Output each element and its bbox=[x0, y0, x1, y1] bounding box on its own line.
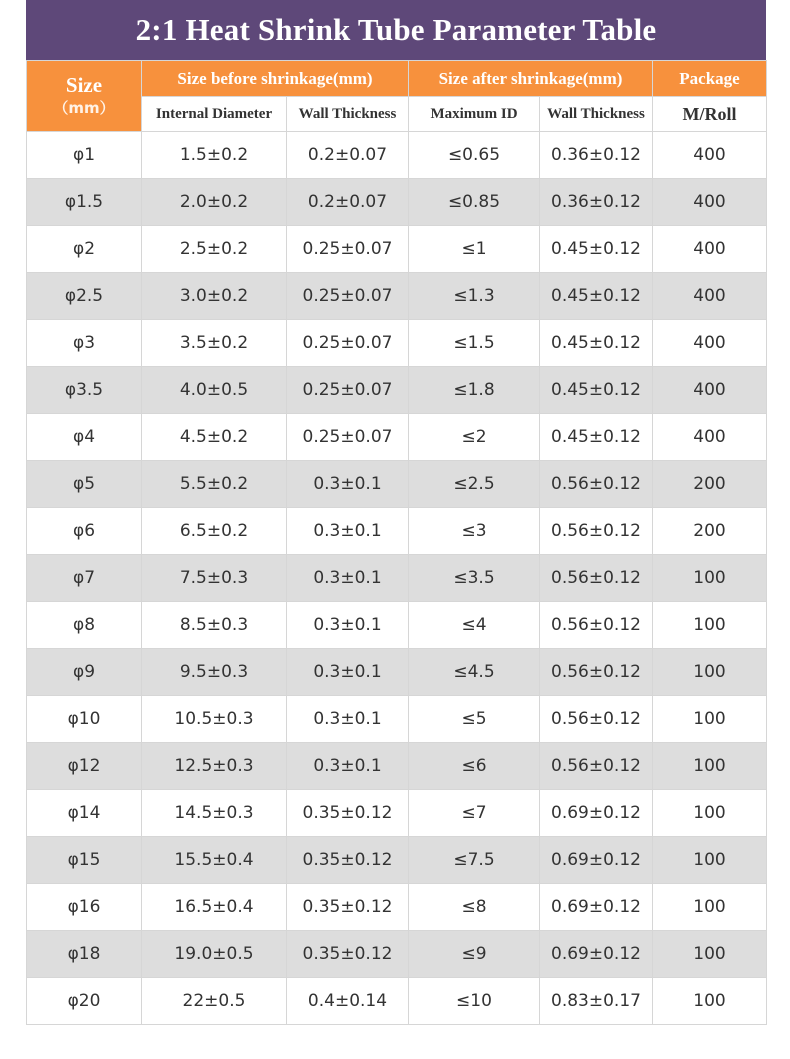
cell-size: φ2 bbox=[27, 226, 142, 273]
cell-size: φ2.5 bbox=[27, 273, 142, 320]
cell-wall-thickness-after: 0.56±0.12 bbox=[540, 602, 653, 649]
cell-maximum-id: ≤1.5 bbox=[409, 320, 540, 367]
cell-wall-thickness-after: 0.69±0.12 bbox=[540, 931, 653, 978]
cell-internal-diameter: 3.5±0.2 bbox=[142, 320, 287, 367]
cell-wall-thickness-before: 0.3±0.1 bbox=[287, 508, 409, 555]
wall-thickness-before-header: Wall Thickness bbox=[287, 97, 409, 132]
table-body bbox=[27, 132, 767, 1025]
cell-maximum-id: ≤4 bbox=[409, 602, 540, 649]
table-row bbox=[27, 790, 767, 837]
cell-internal-diameter: 9.5±0.3 bbox=[142, 649, 287, 696]
before-shrinkage-header: Size before shrinkage(mm) bbox=[142, 61, 409, 97]
maximum-id-header: Maximum ID bbox=[409, 97, 540, 132]
cell-wall-thickness-before: 0.25±0.07 bbox=[287, 367, 409, 414]
cell-maximum-id: ≤9 bbox=[409, 931, 540, 978]
cell-maximum-id: ≤1.3 bbox=[409, 273, 540, 320]
cell-size: φ18 bbox=[27, 931, 142, 978]
cell-wall-thickness-after: 0.45±0.12 bbox=[540, 320, 653, 367]
cell-wall-thickness-before: 0.3±0.1 bbox=[287, 696, 409, 743]
cell-wall-thickness-before: 0.35±0.12 bbox=[287, 837, 409, 884]
table-row bbox=[27, 320, 767, 367]
cell-size: φ1 bbox=[27, 132, 142, 179]
cell-maximum-id: ≤1 bbox=[409, 226, 540, 273]
cell-wall-thickness-before: 0.3±0.1 bbox=[287, 743, 409, 790]
cell-internal-diameter: 2.0±0.2 bbox=[142, 179, 287, 226]
size-header-label: Size bbox=[65, 73, 103, 97]
cell-package: 400 bbox=[653, 414, 767, 461]
cell-wall-thickness-before: 0.35±0.12 bbox=[287, 931, 409, 978]
cell-maximum-id: ≤2 bbox=[409, 414, 540, 461]
size-column-header bbox=[27, 61, 142, 132]
cell-wall-thickness-before: 0.3±0.1 bbox=[287, 602, 409, 649]
table-row bbox=[27, 414, 767, 461]
cell-size: φ7 bbox=[27, 555, 142, 602]
cell-internal-diameter: 6.5±0.2 bbox=[142, 508, 287, 555]
cell-wall-thickness-after: 0.45±0.12 bbox=[540, 273, 653, 320]
cell-internal-diameter: 3.0±0.2 bbox=[142, 273, 287, 320]
cell-maximum-id: ≤6 bbox=[409, 743, 540, 790]
cell-internal-diameter: 12.5±0.3 bbox=[142, 743, 287, 790]
cell-wall-thickness-after: 0.56±0.12 bbox=[540, 696, 653, 743]
cell-package: 200 bbox=[653, 508, 767, 555]
internal-diameter-header: Internal Diameter bbox=[142, 97, 287, 132]
cell-package: 400 bbox=[653, 179, 767, 226]
table-row bbox=[27, 978, 767, 1025]
cell-wall-thickness-after: 0.69±0.12 bbox=[540, 884, 653, 931]
cell-maximum-id: ≤3 bbox=[409, 508, 540, 555]
cell-size: φ15 bbox=[27, 837, 142, 884]
cell-package: 100 bbox=[653, 931, 767, 978]
cell-size: φ12 bbox=[27, 743, 142, 790]
cell-internal-diameter: 22±0.5 bbox=[142, 978, 287, 1025]
cell-size: φ5 bbox=[27, 461, 142, 508]
cell-package: 400 bbox=[653, 226, 767, 273]
table-row bbox=[27, 696, 767, 743]
cell-wall-thickness-before: 0.2±0.07 bbox=[287, 132, 409, 179]
table-row bbox=[27, 837, 767, 884]
cell-size: φ1.5 bbox=[27, 179, 142, 226]
cell-wall-thickness-before: 0.35±0.12 bbox=[287, 884, 409, 931]
cell-size: φ3.5 bbox=[27, 367, 142, 414]
parameter-table bbox=[26, 60, 767, 1025]
cell-wall-thickness-before: 0.4±0.14 bbox=[287, 978, 409, 1025]
cell-size: φ20 bbox=[27, 978, 142, 1025]
table-row bbox=[27, 602, 767, 649]
cell-maximum-id: ≤5 bbox=[409, 696, 540, 743]
cell-maximum-id: ≤7.5 bbox=[409, 837, 540, 884]
cell-wall-thickness-after: 0.45±0.12 bbox=[540, 226, 653, 273]
cell-package: 100 bbox=[653, 602, 767, 649]
cell-wall-thickness-before: 0.25±0.07 bbox=[287, 273, 409, 320]
cell-wall-thickness-before: 0.2±0.07 bbox=[287, 179, 409, 226]
cell-internal-diameter: 1.5±0.2 bbox=[142, 132, 287, 179]
cell-maximum-id: ≤2.5 bbox=[409, 461, 540, 508]
cell-internal-diameter: 8.5±0.3 bbox=[142, 602, 287, 649]
cell-internal-diameter: 10.5±0.3 bbox=[142, 696, 287, 743]
cell-wall-thickness-after: 0.69±0.12 bbox=[540, 837, 653, 884]
cell-size: φ3 bbox=[27, 320, 142, 367]
table-row bbox=[27, 508, 767, 555]
cell-wall-thickness-after: 0.56±0.12 bbox=[540, 508, 653, 555]
cell-internal-diameter: 4.0±0.5 bbox=[142, 367, 287, 414]
cell-wall-thickness-after: 0.56±0.12 bbox=[540, 555, 653, 602]
cell-wall-thickness-before: 0.25±0.07 bbox=[287, 320, 409, 367]
table-row bbox=[27, 649, 767, 696]
cell-package: 100 bbox=[653, 555, 767, 602]
table-row bbox=[27, 555, 767, 602]
cell-package: 100 bbox=[653, 790, 767, 837]
cell-package: 400 bbox=[653, 367, 767, 414]
table-row bbox=[27, 226, 767, 273]
cell-wall-thickness-after: 0.45±0.12 bbox=[540, 414, 653, 461]
cell-maximum-id: ≤0.85 bbox=[409, 179, 540, 226]
cell-wall-thickness-before: 0.3±0.1 bbox=[287, 649, 409, 696]
cell-wall-thickness-before: 0.3±0.1 bbox=[287, 555, 409, 602]
cell-maximum-id: ≤7 bbox=[409, 790, 540, 837]
package-header: Package bbox=[653, 61, 767, 97]
cell-wall-thickness-after: 0.56±0.12 bbox=[540, 743, 653, 790]
cell-internal-diameter: 4.5±0.2 bbox=[142, 414, 287, 461]
cell-size: φ8 bbox=[27, 602, 142, 649]
cell-maximum-id: ≤3.5 bbox=[409, 555, 540, 602]
cell-wall-thickness-before: 0.35±0.12 bbox=[287, 790, 409, 837]
cell-size: φ16 bbox=[27, 884, 142, 931]
cell-internal-diameter: 2.5±0.2 bbox=[142, 226, 287, 273]
cell-wall-thickness-after: 0.83±0.17 bbox=[540, 978, 653, 1025]
cell-wall-thickness-before: 0.3±0.1 bbox=[287, 461, 409, 508]
table-row bbox=[27, 884, 767, 931]
size-header-unit: （mm） bbox=[53, 99, 115, 117]
cell-package: 400 bbox=[653, 273, 767, 320]
table-row bbox=[27, 179, 767, 226]
cell-package: 200 bbox=[653, 461, 767, 508]
cell-size: φ4 bbox=[27, 414, 142, 461]
cell-wall-thickness-after: 0.36±0.12 bbox=[540, 132, 653, 179]
table-row bbox=[27, 132, 767, 179]
cell-package: 100 bbox=[653, 696, 767, 743]
table-row bbox=[27, 461, 767, 508]
cell-internal-diameter: 14.5±0.3 bbox=[142, 790, 287, 837]
table-row bbox=[27, 743, 767, 790]
cell-package: 100 bbox=[653, 978, 767, 1025]
cell-package: 100 bbox=[653, 884, 767, 931]
cell-internal-diameter: 16.5±0.4 bbox=[142, 884, 287, 931]
cell-wall-thickness-before: 0.25±0.07 bbox=[287, 226, 409, 273]
after-shrinkage-header: Size after shrinkage(mm) bbox=[409, 61, 653, 97]
cell-internal-diameter: 5.5±0.2 bbox=[142, 461, 287, 508]
cell-wall-thickness-after: 0.36±0.12 bbox=[540, 179, 653, 226]
cell-package: 100 bbox=[653, 649, 767, 696]
cell-maximum-id: ≤10 bbox=[409, 978, 540, 1025]
table-row bbox=[27, 273, 767, 320]
cell-wall-thickness-after: 0.56±0.12 bbox=[540, 649, 653, 696]
cell-package: 100 bbox=[653, 743, 767, 790]
cell-wall-thickness-before: 0.25±0.07 bbox=[287, 414, 409, 461]
cell-size: φ10 bbox=[27, 696, 142, 743]
cell-size: φ14 bbox=[27, 790, 142, 837]
cell-internal-diameter: 19.0±0.5 bbox=[142, 931, 287, 978]
cell-wall-thickness-after: 0.45±0.12 bbox=[540, 367, 653, 414]
cell-maximum-id: ≤0.65 bbox=[409, 132, 540, 179]
cell-size: φ6 bbox=[27, 508, 142, 555]
cell-wall-thickness-after: 0.69±0.12 bbox=[540, 790, 653, 837]
cell-package: 400 bbox=[653, 320, 767, 367]
cell-wall-thickness-after: 0.56±0.12 bbox=[540, 461, 653, 508]
wall-thickness-after-header: Wall Thickness bbox=[540, 97, 653, 132]
cell-size: φ9 bbox=[27, 649, 142, 696]
cell-internal-diameter: 15.5±0.4 bbox=[142, 837, 287, 884]
cell-maximum-id: ≤8 bbox=[409, 884, 540, 931]
cell-package: 400 bbox=[653, 132, 767, 179]
cell-maximum-id: ≤1.8 bbox=[409, 367, 540, 414]
cell-maximum-id: ≤4.5 bbox=[409, 649, 540, 696]
table-row bbox=[27, 367, 767, 414]
cell-internal-diameter: 7.5±0.3 bbox=[142, 555, 287, 602]
page-title: 2:1 Heat Shrink Tube Parameter Table bbox=[26, 0, 766, 60]
table-row bbox=[27, 931, 767, 978]
package-unit-header: M/Roll bbox=[653, 97, 767, 132]
cell-package: 100 bbox=[653, 837, 767, 884]
